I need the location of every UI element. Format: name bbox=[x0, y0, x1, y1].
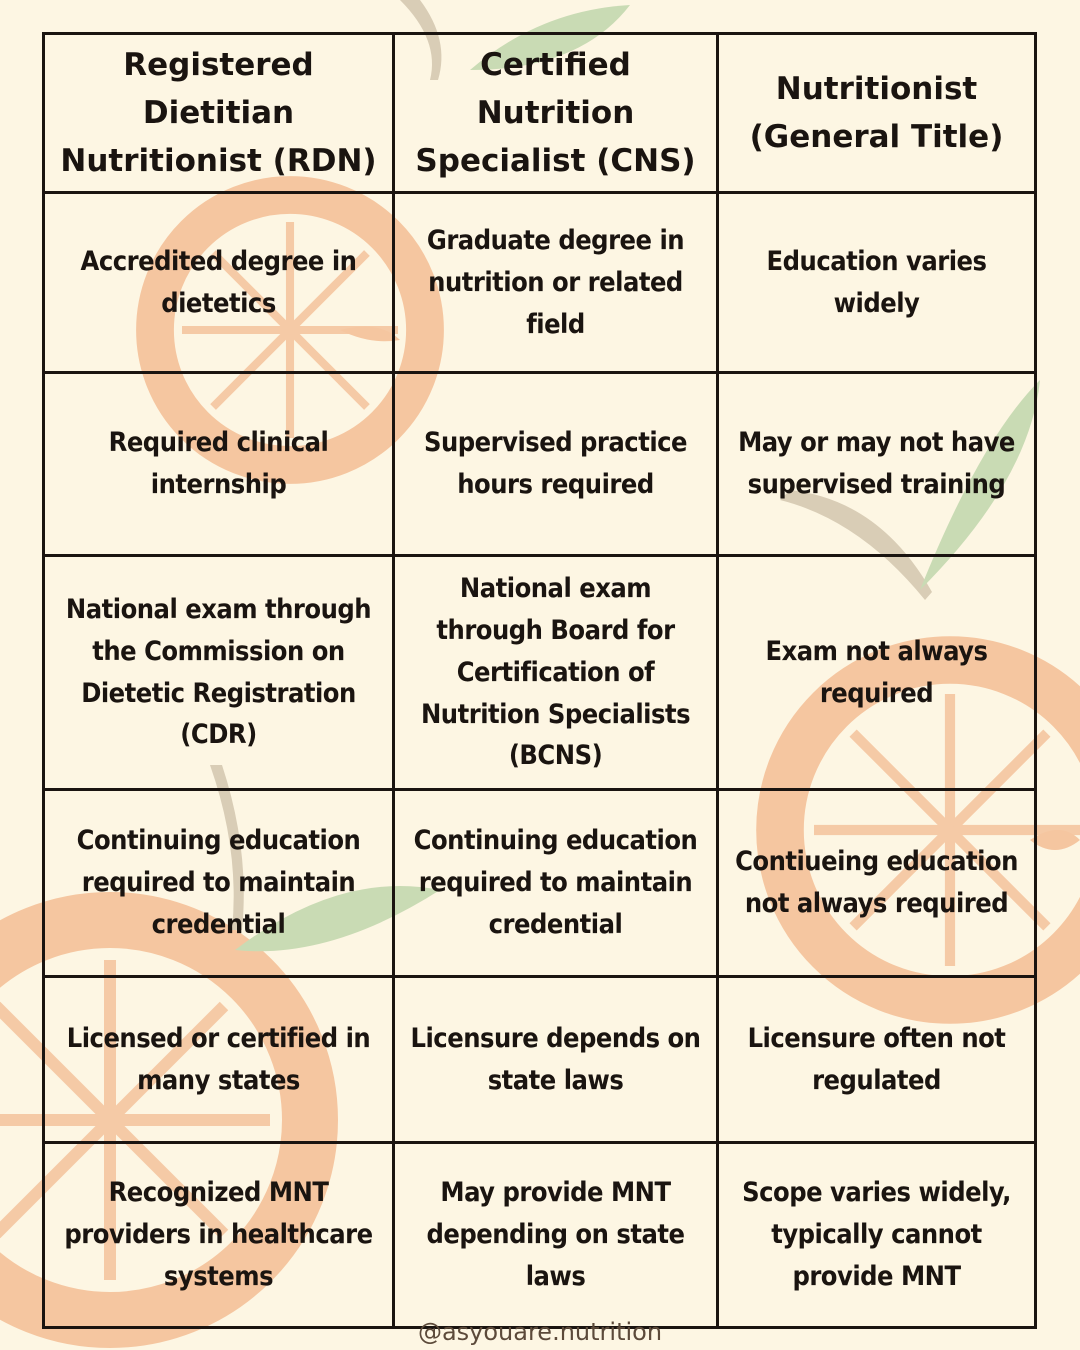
table-row bbox=[44, 373, 1036, 556]
cell-nutritionist: Contiueing education not always required bbox=[718, 790, 1036, 977]
cell-rdn: Continuing education required to maintain credential bbox=[44, 790, 394, 977]
cell-cns: May provide MNT depending on state laws bbox=[394, 1143, 718, 1328]
table-row bbox=[44, 790, 1036, 977]
header-rdn: Registered Dietitian Nutritionist (RDN) bbox=[44, 34, 394, 193]
cell-rdn: Required clinical internship bbox=[44, 373, 394, 556]
cell-cns: Continuing education required to maintain credential bbox=[394, 790, 718, 977]
cell-nutritionist: Education varies widely bbox=[718, 193, 1036, 373]
table-row bbox=[44, 556, 1036, 790]
cell-cns: Graduate degree in nutrition or related field bbox=[394, 193, 718, 373]
cell-rdn: Recognized MNT providers in healthcare systems bbox=[44, 1143, 394, 1328]
header-row bbox=[44, 34, 1036, 193]
header-nutritionist: Nutritionist (General Title) bbox=[718, 34, 1036, 193]
table-row bbox=[44, 977, 1036, 1143]
cell-nutritionist: May or may not have supervised training bbox=[718, 373, 1036, 556]
cell-rdn: National exam through the Commission on Dietetic Registration (CDR) bbox=[44, 556, 394, 790]
cell-cns: National exam through Board for Certification of Nutrition Specialists (BCNS) bbox=[394, 556, 718, 790]
header-cns: Certified Nutrition Specialist (CNS) bbox=[394, 34, 718, 193]
cell-rdn: Accredited degree in dietetics bbox=[44, 193, 394, 373]
cell-cns: Licensure depends on state laws bbox=[394, 977, 718, 1143]
social-handle: @asyouare.nutrition bbox=[417, 1318, 663, 1346]
cell-cns: Supervised practice hours required bbox=[394, 373, 718, 556]
cell-nutritionist: Exam not always required bbox=[718, 556, 1036, 790]
table-row bbox=[44, 193, 1036, 373]
cell-nutritionist: Licensure often not regulated bbox=[718, 977, 1036, 1143]
cell-rdn: Licensed or certified in many states bbox=[44, 977, 394, 1143]
cell-nutritionist: Scope varies widely, typically cannot provide MNT bbox=[718, 1143, 1036, 1328]
table-row bbox=[44, 1143, 1036, 1328]
comparison-table bbox=[42, 32, 1037, 1329]
